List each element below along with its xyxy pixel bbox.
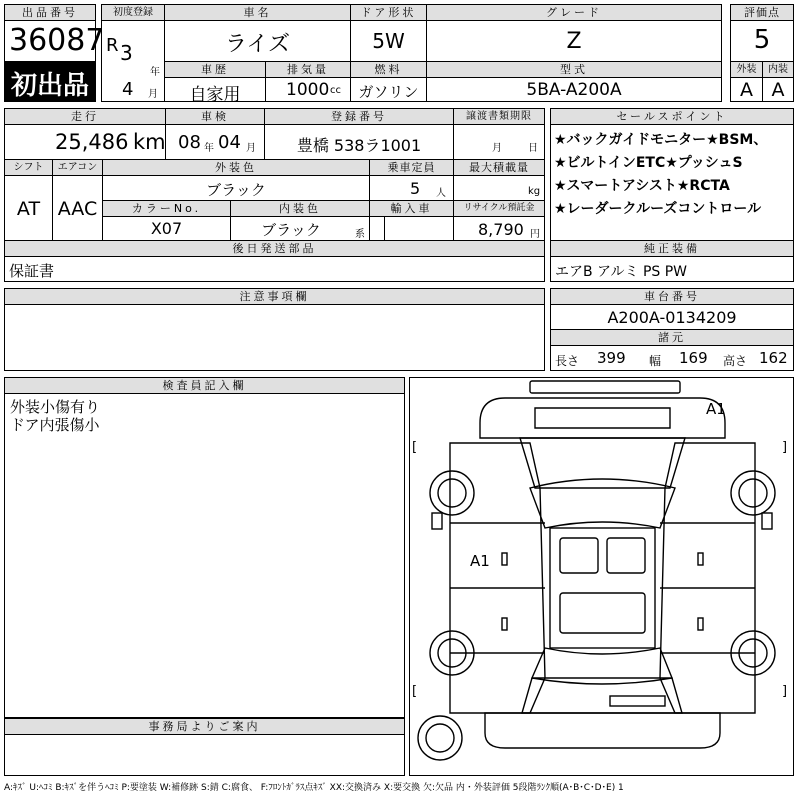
right-body [660,443,755,713]
bracket-left-bottom: [ [412,684,418,699]
door-label: ドア形状 [350,4,427,21]
interior-color-value: ブラック [261,221,321,239]
grille [535,408,670,428]
equipment-value: エアB アルミ PS PW [555,264,688,280]
later-parts-box [4,256,545,282]
exterior-color-box [102,175,370,201]
plate-box [264,124,454,160]
history-value: 自家用 [189,85,241,105]
max-load-label: 最大積載量 [453,159,545,176]
car-name-label: 車名 [164,4,351,21]
top-panel [530,381,680,393]
specs-box [550,345,794,371]
left-body [450,443,545,713]
displacement-label: 排気量 [265,61,351,78]
sales-points-label: セールスポイント [550,108,794,125]
bracket-right-top: ] [782,440,788,455]
damage-mark-door: A1 [470,552,490,570]
history-label: 車歴 [164,61,266,78]
ext-score-label: 外装 [730,61,763,78]
model-label: 型式 [426,61,722,78]
color-no-label: カラーNo. [102,200,231,217]
sales-points-box [550,124,794,241]
lot-label: 出品番号 [4,4,96,21]
int-score-value: A [771,79,785,101]
first-reg-month: 4 [122,79,134,100]
interior-color-box [230,216,370,241]
aircon-box [52,175,103,241]
exterior-color-value: ブラック [206,181,266,199]
inspection-year: 08 [178,132,201,153]
equipment-label: 純正装備 [550,240,794,257]
windshield [530,479,675,528]
equipment-box [550,256,794,282]
score-box [730,20,794,62]
height-value: 162 [759,349,788,367]
inspector-note: 外装小傷有り [10,398,101,416]
import-label: 輸入車 [369,200,454,217]
later-parts-value: 保証書 [9,262,55,280]
interior-color-label: 内装色 [230,200,370,217]
capacity-box [369,175,454,201]
bracket-right-bottom: ] [782,684,788,699]
fuel-box [350,77,427,102]
capacity-value: 5 [410,179,421,198]
inspection-label: 車検 [165,108,265,125]
front-bumper [480,398,725,438]
office-box [4,734,405,776]
first-reg-era: R [106,35,119,56]
aircon-label: エアコン [52,159,103,176]
width-value: 169 [679,349,708,367]
max-load-unit: kg [528,186,541,197]
recycle-label: リサイクル預託金 [453,200,545,217]
first-listing-badge [4,61,96,102]
shift-label: シフト [4,159,53,176]
displacement-value: 1000 [286,80,330,100]
int-score-box [762,77,794,102]
fuel-value: ガソリン [358,83,419,101]
damage-mark-front: A1 [706,400,726,418]
ext-score-value: A [740,79,753,101]
recycle-value: 8,790 [478,220,524,239]
length-value: 399 [597,349,626,367]
transfer-day-unit: 日 [528,143,538,154]
recycle-box [453,216,545,241]
lot-number: 36087 [9,23,105,58]
first-reg-label: 初度登録 [101,4,165,21]
sales-point-line: ★スマートアシスト★RCTA [554,178,730,194]
chassis-value: A200A-0134209 [607,308,737,327]
first-reg-year-unit: 年 [150,67,160,78]
grade-box [426,20,722,62]
inspector-note: ドア内張傷小 [10,416,100,434]
capacity-label: 乗車定員 [369,159,454,176]
grade-label: グレード [426,4,722,21]
bracket-left-top: [ [412,440,418,455]
sales-point-line: ★レーダークルーズコントロール [554,201,762,217]
spare-tire [418,716,462,760]
car-name-value: ライズ [224,32,291,57]
displacement-box [265,77,351,102]
office-label: 事務局よりご案内 [4,718,405,735]
model-box [426,77,722,102]
exterior-color-label: 外装色 [102,159,370,176]
plate-value: 豊橋 538ラ1001 [296,136,422,155]
mileage-value: 25,486 [55,130,129,154]
car-name-box [164,20,351,62]
first-reg-year: 3 [120,41,133,65]
plate-label: 登録番号 [264,108,454,125]
ext-score-box [730,77,763,102]
max-load-box [453,175,545,201]
inspection-box [165,124,265,160]
first-reg-month-unit: 月 [148,89,158,100]
capacity-unit: 人 [436,188,446,199]
displacement-unit: cc [330,85,341,96]
mileage-unit: km [133,130,166,154]
sales-point-line: ★ビルトインETC★プッシュS [554,155,743,171]
inspection-year-unit: 年 [204,143,214,154]
wheel-front-left [430,471,474,515]
height-label: 高さ [723,354,748,368]
model-value: 5BA-A200A [526,80,622,100]
transfer-box [453,124,545,160]
specs-label: 諸元 [550,329,794,346]
notes-label: 注意事項欄 [4,288,545,305]
chassis-box [550,304,794,330]
inspection-month: 04 [218,132,241,153]
color-no-box [102,216,231,241]
inspector-box [4,393,405,718]
shift-value: AT [16,198,41,220]
fuel-label: 燃料 [350,61,427,78]
score-value: 5 [753,25,771,55]
width-label: 幅 [649,354,662,368]
wheel-front-right [731,471,775,515]
interior-color-unit: 系 [355,229,365,240]
recycle-unit: 円 [530,229,540,240]
inspector-label: 検査員記入欄 [4,377,405,394]
sales-point-line: ★バックガイドモニター★BSM、 [554,132,768,148]
shift-box [4,175,53,241]
later-parts-label: 後日発送部品 [4,240,545,257]
history-box [164,77,266,105]
first-listing-text: 初出品 [10,71,89,101]
car-outline-svg [410,378,793,775]
door-value: 5W [372,29,405,53]
chassis-label: 車台番号 [550,288,794,305]
length-label: 長さ [555,354,580,368]
transfer-month-unit: 月 [492,143,502,154]
import-box [369,216,454,241]
car-diagram [409,377,794,776]
hood [520,438,685,488]
roof [550,528,655,648]
first-reg-box [101,20,165,102]
transfer-label: 譲渡書類期限 [453,108,545,125]
mileage-label: 走行 [4,108,166,125]
rear-bumper [485,713,720,748]
mileage-box [4,124,166,160]
lot-box [4,20,105,62]
aircon-value: AAC [57,198,98,220]
color-no-value: X07 [150,219,183,238]
door-box [350,20,427,62]
legend-text: A:ｷｽﾞ U:ﾍｺﾐ B:ｷｽﾞを伴うﾍｺﾐ P:要塗装 W:補修跡 S:錆 C:腐食、 F:ﾌﾛﾝﾄｶﾞﾗｽ点ｷｽﾞ XX:交換済み X:要交換 欠:欠品 内・外装評価 5段階ﾗﾝｸ順(A･B･C･D･E) 1 [4,783,624,793]
int-score-label: 内装 [762,61,794,78]
notes-box [4,304,545,371]
inspection-month-unit: 月 [246,143,256,154]
grade-value: Z [566,29,582,54]
score-label: 評価点 [730,4,794,21]
